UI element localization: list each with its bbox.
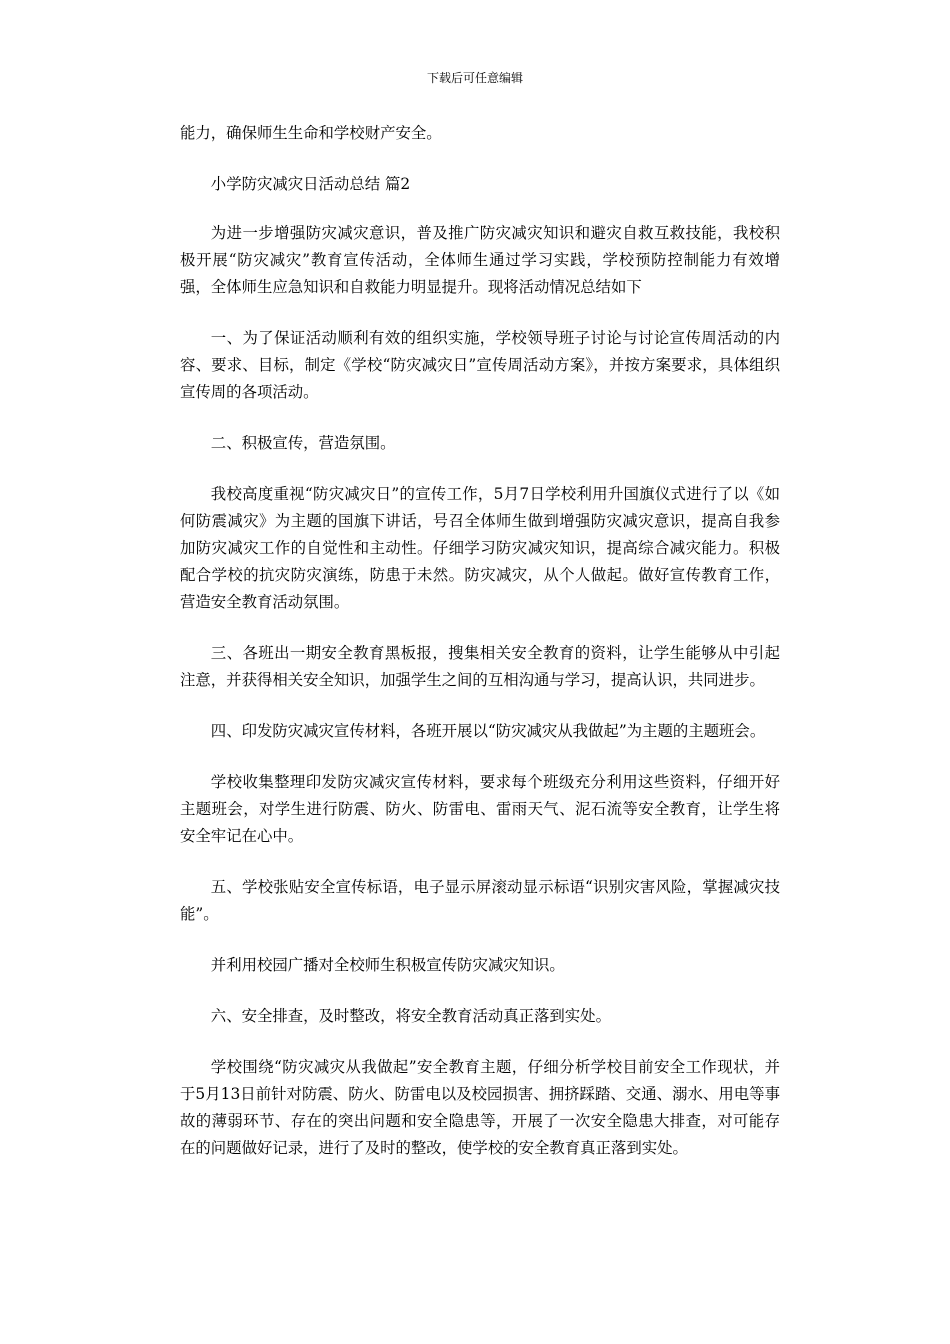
paragraph-intro: 为进一步增强防灾减灾意识，普及推广防灾减灾知识和避灾自救互救技能，我校积极开展“防灾减灾”教育宣传活动，全体师生通过学习实践，学校预防控制能力有效增强，全体师生应急知识和自救能力明显提升。现将活动情况总结如下 (180, 224, 780, 296)
paragraph-item-5-heading: 五、学校张贴安全宣传标语，电子显示屏滚动显示标语“识别灾害风险，掌握减灾技能”。 (180, 878, 780, 923)
paragraph-item-2-body: 我校高度重视“防灾减灾日”的宣传工作，5月7日学校利用升国旗仪式进行了以《如何防震减灾》为主题的国旗下讲话，号召全体师生做到增强防灾减灾意识，提高自我参加防灾减灾工作的自觉性和主动性。仔细学习防灾减灾知识，提高综合减灾能力。积极配合学校的抗灾防灾演练，防患于未然。防灾减灾，从个人做起。做好宣传教育工作，营造安全教育活动氛围。 (180, 485, 780, 611)
paragraph-continuation: 能力，确保师生生命和学校财产安全。 (180, 124, 442, 142)
page-header: 下载后可任意编辑 (426, 71, 523, 85)
paragraph-item-4-body: 学校收集整理印发防灾减灾宣传材料，要求每个班级充分利用这些资料，仔细开好主题班会，对学生进行防震、防火、防雷电、雷雨天气、泥石流等安全教育，让学生将安全牢记在心中。 (180, 773, 780, 845)
paragraph-item-4-heading: 四、印发防灾减灾宣传材料，各班开展以“防灾减灾从我做起”为主题的主题班会。 (210, 722, 766, 740)
paragraph-item-6-body: 学校围绕“防灾减灾从我做起”安全教育主题，仔细分析学校目前安全工作现状，并于5月13日前针对防震、防火、防雷电以及校园损害、拥挤踩踏、交通、溺水、用电等事故的薄弱环节、存在的突出问题和安全隐患等，开展了一次安全隐患大排查，对可能存在的问题做好记录，进行了及时的整改，使学校的安全教育真正落到实处。 (180, 1058, 780, 1157)
paragraph-item-6-heading: 六、安全排查，及时整改，将安全教育活动真正落到实处。 (210, 1007, 611, 1025)
paragraph-item-2-heading: 二、积极宣传，营造氛围。 (210, 434, 396, 452)
paragraph-item-3: 三、各班出一期安全教育黑板报，搜集相关安全教育的资料，让学生能够从中引起注意，并获得相关安全知识，加强学生之间的互相沟通与学习，提高认识，共同进步。 (180, 644, 780, 689)
document-body (180, 120, 780, 1186)
paragraph-item-1: 一、为了保证活动顺利有效的组织实施，学校领导班子讨论与讨论宣传周活动的内容、要求、目标，制定《学校“防灾减灾日”宣传周活动方案》，并按方案要求，具体组织宣传周的各项活动。 (180, 329, 780, 401)
section-title: 小学防灾减灾日活动总结 篇2 (210, 175, 411, 193)
paragraph-item-5-body: 并利用校园广播对全校师生积极宣传防灾减灾知识。 (210, 956, 565, 974)
